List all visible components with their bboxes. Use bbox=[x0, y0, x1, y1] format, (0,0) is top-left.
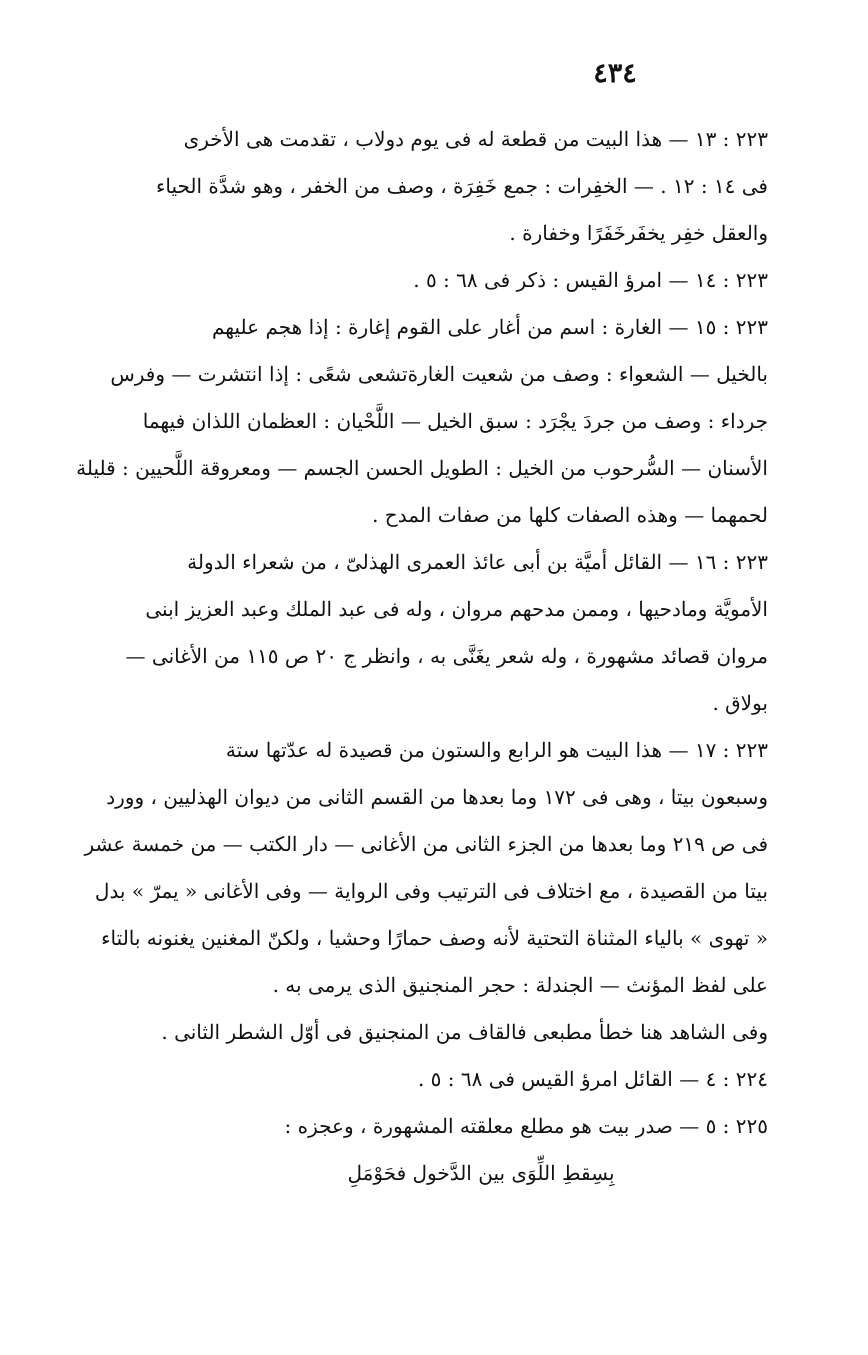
text-line: ٢٢٣ : ١٤ — امرؤ القيس : ذكر فى ٦٨ : ٥ . bbox=[413, 268, 768, 292]
text-line: ٢٢٣ : ١٦ — القائل أميَّة بن أبى عائذ العمرى الهذلىّ ، من شعراء الدولة bbox=[187, 550, 768, 574]
note-224-4 bbox=[22, 1056, 830, 1103]
text-line: وسبعون بيتا ، وهى فى ١٧٢ وما بعدها من القسم الثانى من ديوان الهذليين ، وورد bbox=[106, 785, 768, 809]
text-line: والعقل خفِر يخفَرخَفَرًا وخفارة . bbox=[509, 221, 768, 245]
text-line: ٢٢٣ : ١٣ — هذا البيت من قطعة له فى يوم دولاب ، تقدمت هى الأخرى bbox=[183, 127, 768, 151]
note-225-5 bbox=[22, 1103, 830, 1150]
note-223-16 bbox=[22, 539, 830, 727]
note-223-15 bbox=[22, 304, 830, 539]
poem-verse: بِسِقطِ اللِّوَى بين الدَّخول فحَوْمَلِ bbox=[347, 1161, 615, 1185]
correction-note bbox=[22, 1009, 830, 1056]
text-line: ٢٢٥ : ٥ — صدر بيت هو مطلع معلقته المشهورة ، وعجزه : bbox=[284, 1114, 768, 1138]
text-line: بيتا من القصيدة ، مع اختلاف فى الترتيب وفى الرواية — وفى الأغانى « يمرّ » بدل bbox=[94, 879, 768, 903]
text-line: جرداء : وصف من جردَ يجْرَد : سبق الخيل — اللَّحْيان : العظمان اللذان فيهما bbox=[142, 409, 768, 433]
text-line: ٢٢٣ : ١٥ — الغارة : اسم من أغار على القوم إغارة : إذا هجم عليهم bbox=[211, 315, 768, 339]
text-line: لحمهما — وهذه الصفات كلها من صفات المدح . bbox=[372, 503, 768, 527]
text-line: على لفظ المؤنث — الجندلة : حجر المنجنيق الذى يرمى به . bbox=[272, 973, 768, 997]
text-line: ٢٢٤ : ٤ — القائل امرؤ القيس فى ٦٨ : ٥ . bbox=[417, 1067, 768, 1091]
text-line: الأسنان — السُّرحوب من الخيل : الطويل الحسن الجسم — ومعروقة اللَّحيين : قليلة bbox=[76, 456, 768, 480]
note-223-17 bbox=[22, 727, 830, 1009]
text-line: ٢٢٣ : ١٧ — هذا البيت هو الرابع والستون من قصيدة له عدّتها ستة bbox=[225, 738, 768, 762]
text-line: مروان قصائد مشهورة ، وله شعر يغَنَّى به ، وانظر ج ٢٠ ص ١١٥ من الأغانى — bbox=[125, 644, 768, 668]
text-line: « تهوى » بالياء المثناة التحتية لأنه وصف حمارًا وحشيا ، ولكنّ المغنين يغنونه بالتاء bbox=[101, 926, 768, 950]
text-line: فى ص ٢١٩ وما بعدها من الجزء الثانى من الأغانى — دار الكتب — من خمسة عشر bbox=[84, 832, 768, 856]
notes-body bbox=[22, 116, 830, 1197]
note-223-13 bbox=[22, 116, 830, 257]
page-number: ٤٣٤ bbox=[593, 58, 637, 89]
text-line: الأمويَّة ومادحيها ، وممن مدحهم مروان ، وله فى عبد الملك وعبد العزيز ابنى bbox=[145, 597, 768, 621]
note-223-14 bbox=[22, 257, 830, 304]
text-line: بالخيل — الشعواء : وصف من شعيت الغارةتشعى شعًى : إذا انتشرت — وفرس bbox=[110, 362, 768, 386]
text-line: بولاق . bbox=[712, 691, 768, 715]
text-line: فى ١٤ : ١٢ . — الخفِرات : جمع خَفِرَة ، وصف من الخفر ، وهو شدَّة الحياء bbox=[155, 174, 768, 198]
text-line: وفى الشاهد هنا خطأ مطبعى فالقاف من المنجنيق فى أوّل الشطر الثانى . bbox=[161, 1020, 768, 1044]
